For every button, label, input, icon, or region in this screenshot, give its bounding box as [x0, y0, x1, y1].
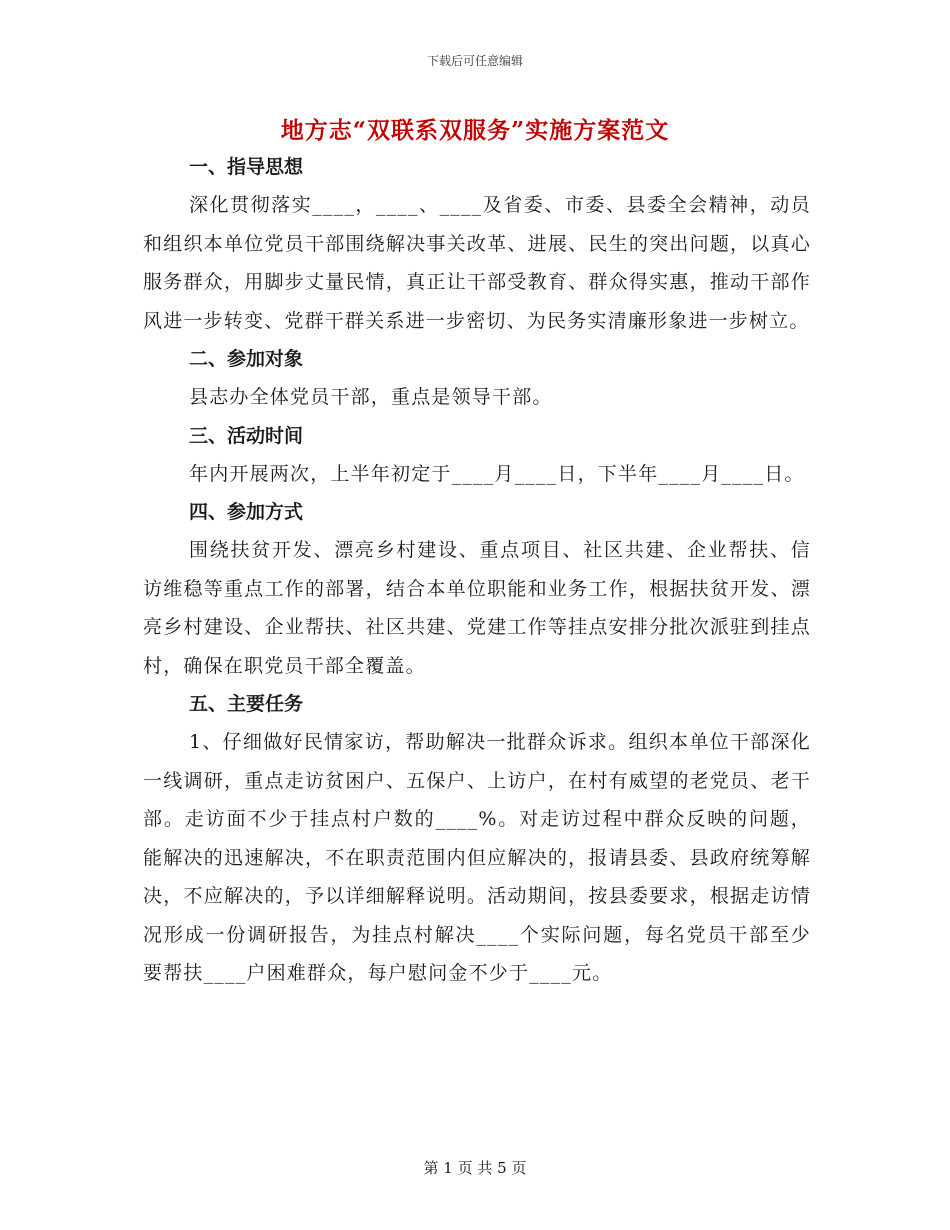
section-activity-time — [143, 417, 811, 494]
section-heading: 一、指导思想 — [189, 156, 304, 178]
section-participants — [143, 340, 811, 417]
section-paragraph: 深化贯彻落实____，____、____及省委、市委、县委全会精神，动员和组织本单位党员干部围绕解决事关改革、进展、民生的突出问题，以真心服务群众，用脚步丈量民情，真正让干部受教育、群众得实惠，推动干部作风进一步转变、党群干群关系进一步密切、为民务实清廉形象进一步树立。 — [143, 194, 811, 332]
section-participation-method — [143, 493, 811, 685]
section-heading: 二、参加对象 — [189, 348, 304, 370]
section-main-tasks — [143, 685, 811, 993]
page-header-note: 下载后可任意编辑 — [426, 54, 523, 68]
document-title: 地方志“双联系双服务”实施方案范文 — [280, 117, 670, 144]
section-paragraph: 1、仔细做好民情家访，帮助解决一批群众诉求。组织本单位干部深化一线调研，重点走访贫困户、五保户、上访户，在村有威望的老党员、老干部。走访面不少于挂点村户数的____%。对走访过程中群众反映的问题，能解决的迅速解决，不在职责范围内但应解决的，报请县委、县政府统筹解决，不应解决的，予以详细解释说明。活动期间，按县委要求，根据走访情况形成一份调研报告，为挂点村解决____个实际问题，每名党员干部至少要帮扶____户困难群众，每户慰问金不少于____元。 — [143, 731, 811, 984]
document-body — [143, 148, 811, 993]
section-heading: 三、活动时间 — [189, 424, 304, 447]
page-number: 第 1 页 共 5 页 — [423, 1159, 527, 1177]
section-heading: 四、参加方式 — [189, 501, 304, 523]
section-paragraph: 年内开展两次，上半年初定于____月____日，下半年____月____日。 — [189, 462, 805, 485]
section-paragraph: 县志办全体党员干部，重点是领导干部。 — [189, 386, 553, 408]
section-paragraph: 围绕扶贫开发、漂亮乡村建设、重点项目、社区共建、企业帮扶、信访维稳等重点工作的部署，结合本单位职能和业务工作，根据扶贫开发、漂亮乡村建设、企业帮扶、社区共建、党建工作等挂点安排分批次派驻到挂点村，确保在职党员干部全覆盖。 — [143, 539, 811, 677]
section-guiding-ideology — [143, 148, 811, 340]
section-heading: 五、主要任务 — [189, 693, 304, 715]
